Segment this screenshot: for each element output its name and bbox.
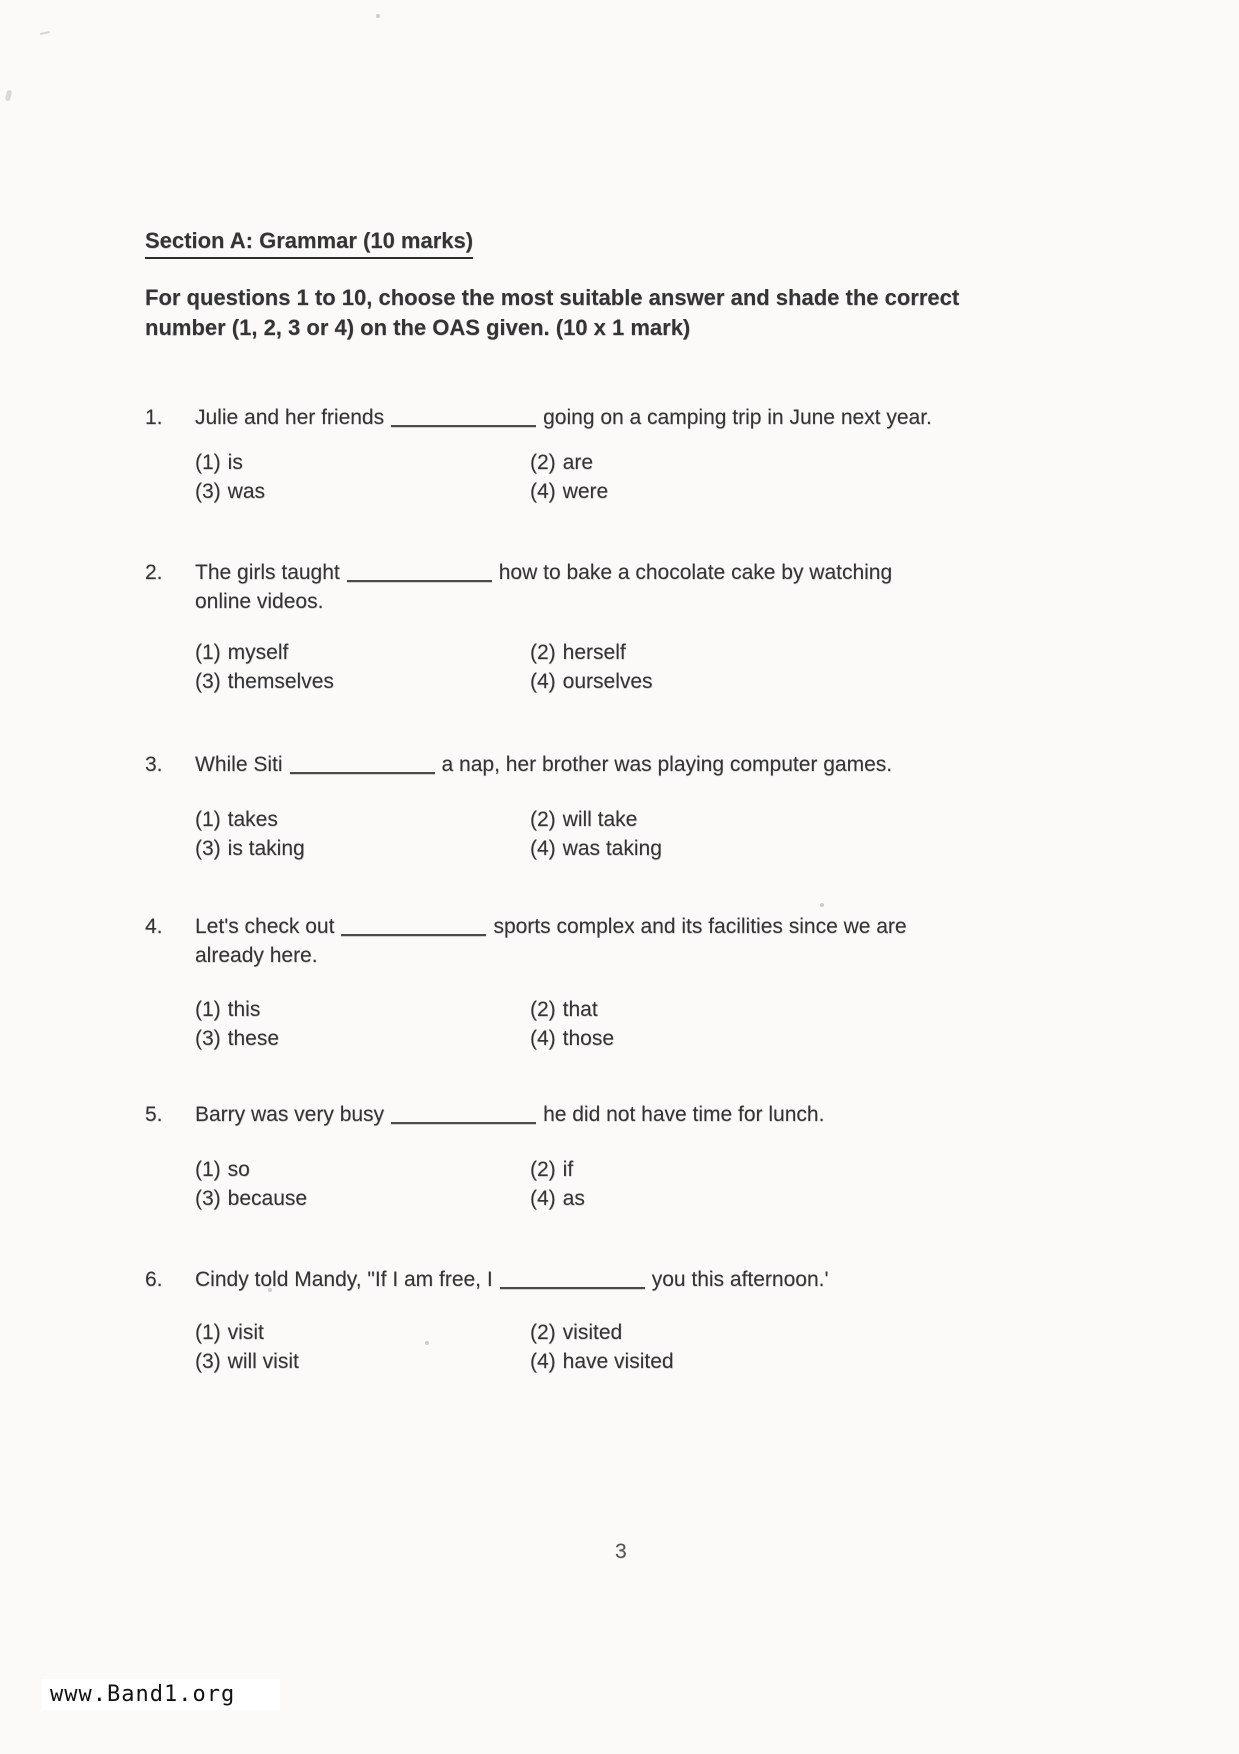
page-number: 3: [615, 1540, 627, 1563]
option-3: (3) these: [195, 1027, 280, 1050]
question-text: Let's check out sports complex and its facilities since we are already here.: [195, 915, 907, 967]
question-number: 5.: [145, 1103, 163, 1126]
question-5: [145, 1100, 1025, 1210]
option-4: (4) have visited: [530, 1350, 674, 1373]
question-number: 3.: [145, 753, 163, 776]
option-2: (2) visited: [530, 1321, 623, 1344]
option-2: (2) will take: [530, 808, 638, 831]
question-text: Cindy told Mandy, "If I am free, I you this afternoon.': [195, 1268, 829, 1291]
answer-blank: [500, 1287, 645, 1290]
option-4: (4) those: [530, 1027, 615, 1050]
answer-blank: [341, 934, 486, 937]
option-3: (3) will visit: [195, 1350, 299, 1373]
watermark: [42, 1679, 280, 1710]
answer-blank: [391, 1122, 536, 1125]
instructions: [145, 283, 1025, 343]
question-number: 4.: [145, 915, 163, 938]
option-1: (1) is: [195, 451, 243, 474]
option-2: (2) are: [530, 451, 594, 474]
question-number: 6.: [145, 1268, 163, 1291]
option-4: (4) ourselves: [530, 670, 653, 693]
watermark-text: www.Band1.org: [50, 1682, 236, 1707]
question-6: [145, 1265, 1025, 1373]
option-4: (4) was taking: [530, 837, 662, 860]
option-1: (1) so: [195, 1158, 250, 1181]
options: [195, 448, 608, 506]
option-3: (3) because: [195, 1187, 308, 1210]
question-number: 1.: [145, 406, 163, 429]
instructions-line-2: number (1, 2, 3 or 4) on the OAS given. (10 x 1 mark): [145, 315, 691, 340]
answer-blank: [347, 580, 492, 583]
question-2: [145, 558, 1025, 693]
option-1: (1) myself: [195, 641, 289, 664]
scan-artifact: [40, 31, 50, 35]
scan-artifact: [820, 903, 824, 907]
option-1: (1) visit: [195, 1321, 264, 1344]
instructions-line-1: For questions 1 to 10, choose the most suitable answer and shade the correct: [145, 285, 960, 310]
question-3: [145, 750, 1025, 860]
answer-blank: [391, 425, 536, 428]
question-text: While Siti a nap, her brother was playing computer games.: [195, 753, 893, 776]
option-2: (2) herself: [530, 641, 626, 664]
question-4: [145, 912, 1025, 1050]
question-text: The girls taught how to bake a chocolate cake by watching online videos.: [195, 561, 893, 613]
option-4: (4) as: [530, 1187, 585, 1210]
options: [195, 805, 662, 863]
option-2: (2) that: [530, 998, 598, 1021]
question-text: Barry was very busy he did not have time for lunch.: [195, 1103, 825, 1126]
option-2: (2) if: [530, 1158, 574, 1181]
options: [195, 995, 614, 1053]
scan-artifact: [5, 90, 13, 102]
question-text: Julie and her friends going on a camping trip in June next year.: [195, 406, 932, 429]
option-4: (4) were: [530, 480, 609, 503]
section-title: Section A: Grammar (10 marks): [145, 228, 473, 259]
answer-blank: [290, 772, 435, 775]
question-1: [145, 403, 1025, 503]
option-3: (3) was: [195, 480, 266, 503]
option-1: (1) takes: [195, 808, 278, 831]
question-number: 2.: [145, 561, 163, 584]
option-3: (3) is taking: [195, 837, 305, 860]
option-1: (1) this: [195, 998, 261, 1021]
options: [195, 1318, 674, 1376]
options: [195, 1155, 585, 1213]
option-3: (3) themselves: [195, 670, 334, 693]
options: [195, 638, 653, 696]
scan-artifact: [376, 14, 380, 18]
